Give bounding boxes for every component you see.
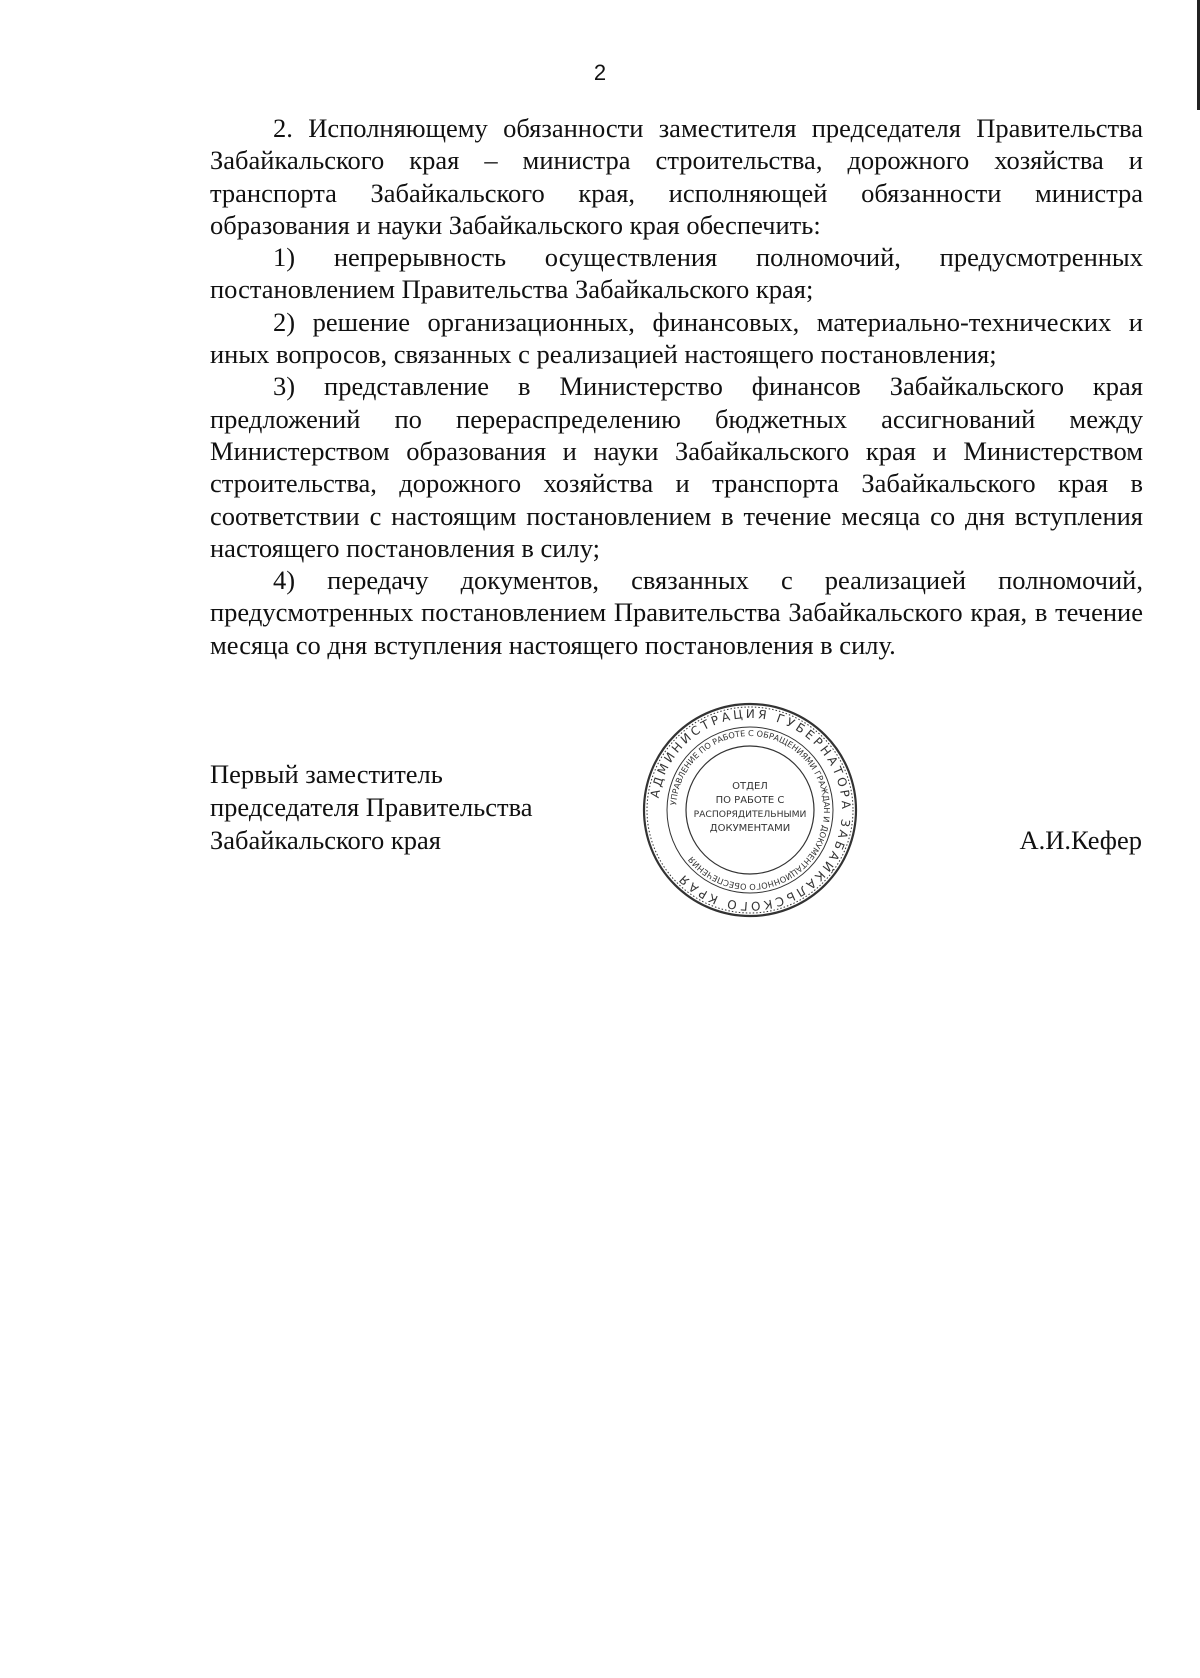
signatory-name: А.И.Кефер	[1019, 825, 1142, 855]
stamp-center-line: ОТДЕЛ	[732, 781, 768, 792]
position-line: председателя Правительства	[210, 792, 533, 822]
paragraph-item-4: 4) передачу документов, связанных с реализацией полномочий, предусмотренных постановлением Правительства Забайкальского края, в течение месяца со дня вступления настоящего постановления в силу.	[210, 565, 1143, 660]
stamp-center-line: РАСПОРЯДИТЕЛЬНЫМИ	[693, 809, 807, 820]
page-number: 2	[593, 60, 607, 85]
official-stamp	[640, 700, 860, 920]
signatory-position	[210, 758, 533, 857]
paragraph-main: 2. Исполняющему обязанности заместителя председателя Правительства Забайкальского края – министра строительства, дорожного хозяйства и транспорта Забайкальского края, исполняющей обязанности министра образования и науки Забайкальского края обеспечить:	[210, 113, 1143, 240]
paragraph-item-1: 1) непрерывность осуществления полномочий, предусмотренных постановлением Правительства Забайкальского края;	[210, 242, 1143, 305]
position-line: Первый заместитель	[210, 759, 443, 789]
paragraph-item-2: 2) решение организационных, финансовых, материально-технических и иных вопросов, связанных с реализацией настоящего постановления;	[210, 306, 1143, 370]
document-body	[210, 112, 1143, 661]
paragraph-item-3: 3) представление в Министерство финансов Забайкальского края предложений по перераспределению бюджетных ассигнований между Министерством образования и науки Забайкальского края и Министерством строительства, дорожного хозяйства и транспорта Забайкальского края в соответствии с настоящим постановлением в течение месяца со дня вступления настоящего постановления в силу;	[210, 371, 1143, 563]
stamp-inner-text-path: УПРАВЛЕНИЕ ПО РАБОТЕ С ОБРАЩЕНИЯМИ ГРАЖДАН И ДОКУМЕНТАЦИОННОГО ОБЕСПЕЧЕНИЯ	[668, 727, 833, 893]
stamp-center-line: ДОКУМЕНТАМИ	[709, 823, 791, 834]
stamp-center-line: ПО РАБОТЕ С	[715, 795, 785, 806]
position-line: Забайкальского края	[210, 825, 441, 855]
stamp-outer-text-path: АДМИНИСТРАЦИЯ ГУБЕРНАТОРА ЗАБАЙКАЛЬСКОГО КРАЯ	[647, 706, 854, 914]
